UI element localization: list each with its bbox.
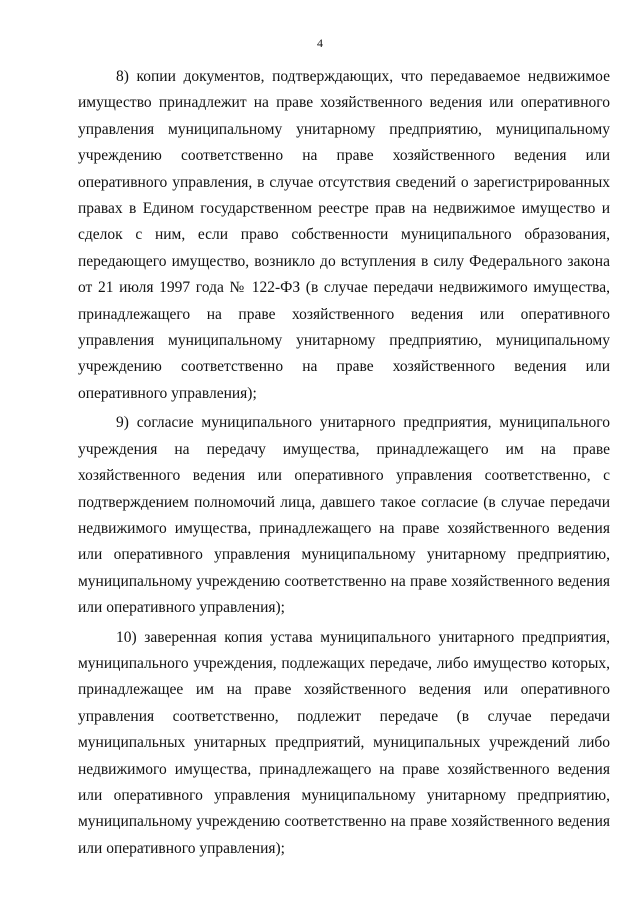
list-item-9: 9) согласие муниципального унитарного предприятия, муниципального учреждения на передачу имущества, принадлежащего им на праве хозяйственного ведения или оперативного управления соответственно, с подтверждением полномочий лица, давшего такое согласие (в случае передачи недвижимого имущества, принадлежащего на праве хозяйственного ведения или оперативного управления муниципальному унитарному предприятию, муниципальному учреждению соответственно на праве хозяйственного ведения или оперативного управления); [78, 414, 610, 617]
list-item-10: 10) заверенная копия устава муниципального унитарного предприятия, муниципального учреждения, подлежащих передаче, либо имущество которых, принадлежащее им на праве хозяйственного ведения или оперативного управления соответственно, подлежит передаче (в случае передачи муниципальных унитарных предприятий, муниципальных учреждений либо недвижимого имущества, принадлежащего на праве хозяйственного ведения или оперативного управления муниципальному унитарному предприятию, муниципальному учреждению соответственно на праве хозяйственного ведения или оперативного управления); [78, 628, 610, 857]
list-item-8: 8) копии документов, подтверждающих, что передаваемое недвижимое имущество принадлежит на праве хозяйственного ведения или оперативного управления муниципальному унитарному предприятию, муниципальному учреждению соответственно на праве хозяйственного ведения или оперативного управления, в случае отсутствия сведений о зарегистрированных правах в Едином государственном реестре прав на недвижимое имущество и сделок с ним, если право собственности муниципального образования, передающего имущество, возникло до вступления в силу Федерального закона от 21 июля 1997 года № 122-ФЗ (в случае передачи недвижимого имущества, принадлежащего на праве хозяйственного ведения или оперативного управления муниципальному унитарному предприятию, муниципальному учреждению соответственно на праве хозяйственного ведения или оперативного управления); [78, 68, 610, 402]
document-body [78, 64, 610, 865]
page-number: 4 [317, 36, 323, 50]
